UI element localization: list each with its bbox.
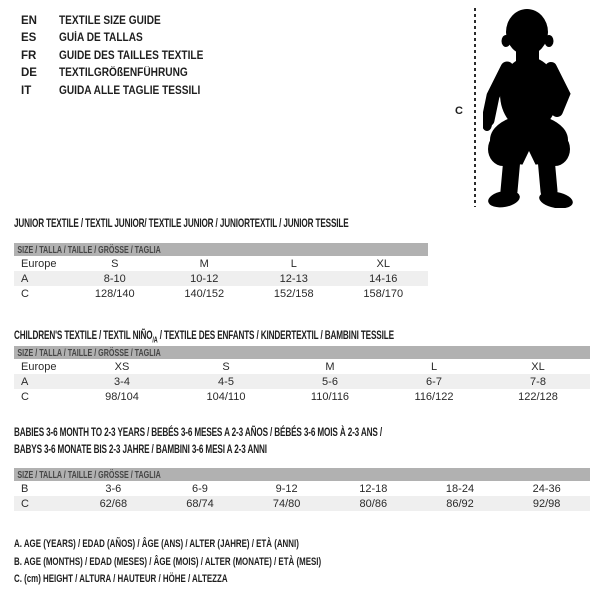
title-subscript: /A	[152, 335, 158, 345]
language-title: TEXTILE SIZE GUIDE	[59, 14, 161, 27]
table-row	[14, 374, 590, 389]
table-cell: L	[430, 360, 438, 373]
table-cell: 158/170	[363, 287, 404, 300]
height-measure-dotted-line	[474, 8, 476, 207]
table-cell: 98/104	[105, 390, 139, 403]
table-cell: 110/116	[310, 390, 350, 403]
table-cell: 68/74	[186, 497, 214, 510]
language-row	[21, 47, 223, 65]
table-cell: 86/92	[446, 497, 474, 510]
language-row	[21, 65, 223, 83]
table-row	[14, 496, 590, 511]
table-cell: 152/158	[273, 287, 314, 300]
table-cell: 14-16	[369, 272, 398, 285]
table-cell: 12-13	[279, 272, 308, 285]
table-row	[14, 256, 428, 271]
language-row	[21, 30, 223, 48]
table-cell: 3-6	[105, 482, 122, 495]
junior-size-table	[14, 243, 428, 301]
footnote: A. AGE (YEARS) / EDAD (AÑOS) / ÂGE (ANS) / ALTER (JAHRE) / ETÀ (ANNI)	[14, 538, 299, 550]
table-cell: 122/128	[518, 390, 558, 403]
size-header-bar	[14, 346, 590, 359]
language-row	[21, 12, 223, 30]
table-cell: 92/98	[532, 497, 561, 510]
row-label: A	[21, 272, 29, 285]
section-title-line	[14, 215, 349, 232]
table-cell: 3-4	[114, 375, 130, 388]
language-code: FR	[21, 49, 37, 62]
row-label: A	[21, 375, 29, 388]
table-cell: 12-18	[359, 482, 388, 495]
table-cell: 9-12	[275, 482, 298, 495]
table-cell: 74/80	[272, 497, 301, 510]
row-label: Europe	[21, 257, 57, 270]
row-label: C	[21, 287, 29, 300]
title-text: BABYS 3-6 MONATE BIS 2-3 JAHRE / BAMBINI 3-6 MESI A 2-3 ANNI	[14, 442, 267, 456]
language-row	[21, 82, 223, 100]
language-title: GUIDA ALLE TAGLIE TESSILI	[59, 84, 201, 97]
language-list	[21, 12, 223, 100]
junior-section-title	[14, 215, 506, 232]
table-cell: 128/140	[94, 287, 135, 300]
table-row	[14, 481, 590, 496]
title-text: / TEXTILE DES ENFANTS / KINDERTEXTIL / BAMBINI TESSILE	[157, 328, 394, 342]
title-text: BABIES 3-6 MONTH TO 2-3 YEARS / BEBÉS 3-6 MESES A 2-3 AÑOS / BÉBÉS 3-6 MOIS À 2-3 ANS /	[14, 425, 383, 439]
language-code: ES	[21, 32, 37, 45]
table-cell: XL	[531, 360, 545, 373]
table-cell: 7-8	[530, 375, 546, 388]
table-cell: M	[325, 360, 335, 373]
table-cell: M	[199, 257, 209, 270]
language-title: GUIDE DES TAILLES TEXTILE	[59, 49, 204, 62]
footnote-list	[14, 536, 441, 589]
row-label: B	[21, 482, 29, 495]
size-header-bar	[14, 468, 590, 481]
table-cell: 6-7	[426, 375, 442, 388]
table-cell: 80/86	[359, 497, 388, 510]
size-header-text: SIZE / TALLA / TAILLE / GRÖSSE / TAGLIA	[17, 468, 161, 481]
table-cell: 18-24	[445, 482, 475, 495]
children-size-table	[14, 346, 590, 404]
table-cell: 6-9	[192, 482, 208, 495]
table-cell: L	[290, 257, 297, 270]
size-header-text: SIZE / TALLA / TAILLE / GRÖSSE / TAGLIA	[17, 346, 161, 359]
title-text: CHILDREN'S TEXTILE / TEXTIL NIÑO	[14, 328, 153, 342]
babies-section-title	[14, 424, 555, 458]
title-text: JUNIOR TEXTILE / TEXTIL JUNIOR/ TEXTILE JUNIOR / JUNIORTEXTIL / JUNIOR TESSILE	[14, 216, 349, 230]
footnote: C. (cm) HEIGHT / ALTURA / HAUTEUR / HÖHE / ALTEZZA	[14, 573, 228, 585]
table-cell: S	[222, 360, 230, 373]
language-title: GUÍA DE TALLAS	[59, 32, 143, 45]
language-code: IT	[21, 84, 32, 97]
height-measure-label: C	[455, 105, 463, 117]
table-row	[14, 271, 428, 286]
table-cell: 5-6	[322, 375, 338, 388]
table-row	[14, 359, 590, 374]
table-cell: 24-36	[532, 482, 561, 495]
table-cell: XS	[114, 360, 130, 373]
language-code: DE	[21, 67, 37, 80]
table-cell: 62/68	[99, 497, 128, 510]
row-label: C	[21, 497, 29, 510]
table-cell: 8-10	[103, 272, 126, 285]
babies-size-table	[14, 468, 590, 511]
language-code: EN	[21, 14, 37, 27]
section-title-line	[14, 424, 382, 441]
table-cell: XL	[376, 257, 390, 270]
table-cell: S	[111, 257, 119, 270]
row-label: C	[21, 390, 29, 403]
size-header-text: SIZE / TALLA / TAILLE / GRÖSSE / TAGLIA	[17, 243, 161, 256]
language-title: TEXTILGRÖßENFÜHRUNG	[59, 67, 188, 80]
table-cell: 104/110	[206, 390, 246, 403]
footnote: B. AGE (MONTHS) / EDAD (MESES) / ÂGE (MOIS) / ALTER (MONATE) / ETÀ (MESI)	[14, 555, 322, 568]
row-label: Europe	[21, 360, 57, 373]
table-row	[14, 286, 428, 301]
table-cell: 116/122	[414, 390, 454, 403]
toddler-silhouette-icon	[483, 8, 591, 208]
table-cell: 10-12	[190, 272, 219, 285]
table-cell: 4-5	[218, 375, 234, 388]
size-header-bar	[14, 243, 428, 256]
table-row	[14, 389, 590, 404]
table-cell: 140/152	[184, 287, 225, 300]
section-title-line	[14, 441, 382, 458]
